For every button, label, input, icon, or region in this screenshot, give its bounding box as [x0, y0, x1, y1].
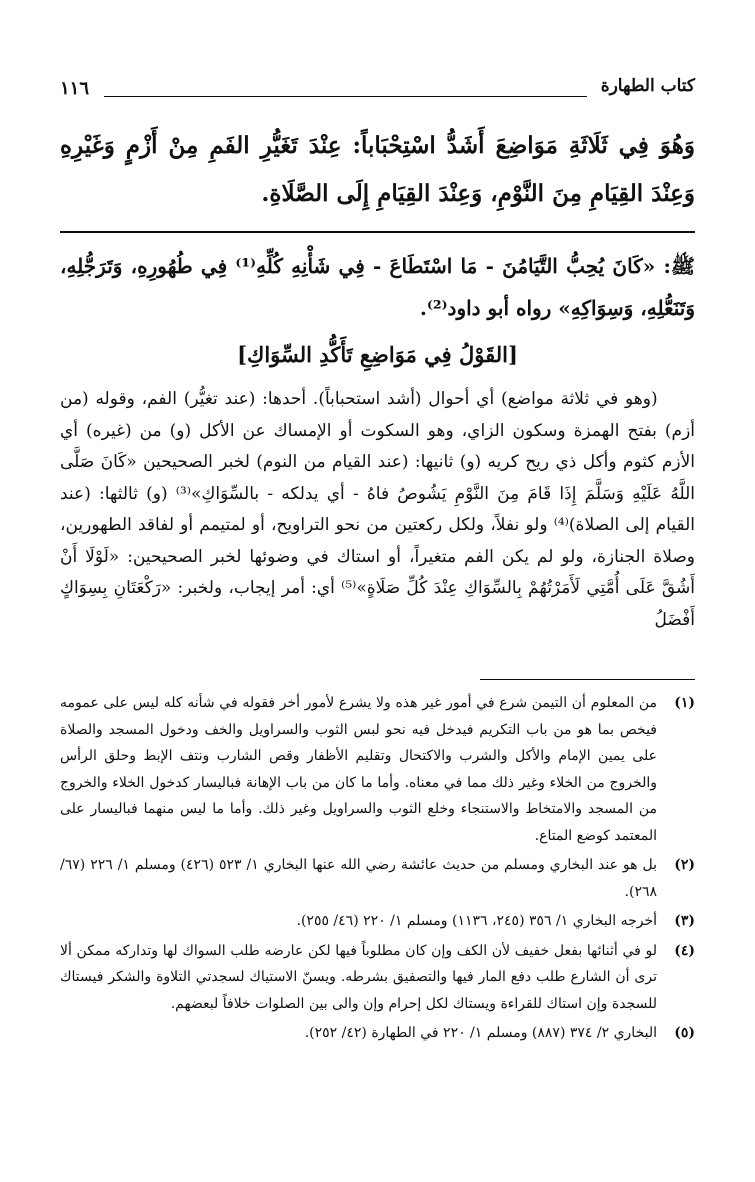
matn-divider — [60, 231, 695, 233]
footnote-text: البخاري ٢/ ٣٧٤ (٨٨٧) ومسلم ١/ ٢٢٠ في الطهارة (٤٢/ ٢٥٢). — [304, 1025, 657, 1041]
footnote-5 — [60, 1020, 695, 1047]
footnote-4 — [60, 938, 695, 1018]
header-rule — [104, 96, 587, 97]
footnote-1 — [60, 690, 695, 849]
page-number: ١١٦ — [60, 78, 90, 99]
footnote-number: (٣) — [674, 913, 695, 929]
footnote-text: أخرجه البخاري ١/ ٣٥٦ (٢٤٥، ١١٣٦) ومسلم ١/ ٢٢٠ (٤٦/ ٢٥٥). — [296, 913, 657, 929]
commentary — [60, 384, 695, 636]
footnote-3 — [60, 908, 695, 935]
section-heading: [القَوْلُ فِي مَوَاضِعِ تَأَكُّدِ السِّوَاكِ] — [237, 342, 518, 367]
footnote-number: (٢) — [674, 857, 695, 873]
hadith-text: ﷺ: «كَانَ يُحِبُّ التَّيَامُنَ - مَا اسْتَطَاعَ - فِي شَأْنِهِ كُلِّهِ⁽¹⁾ فِي طُهُورِهِ، وَتَرَجُّلِهِ، وَتَنَعُّلِهِ، وَسِوَاكِهِ» رواه أبو داود⁽²⁾. — [60, 254, 695, 320]
page-header — [60, 76, 695, 106]
footnote-text: لو في أثنائها بفعل خفيف لأن الكف وإن كان مطلوباً فيها لكن عارضه طلب السواك لها وتداركه ممكن ألا ترى أن الشارع طلب دفع المار فيها والتصفيق بشرطه. ويسنّ الاستياك لسجدتي التلاوة والشكر فيستاك للسجدة وإن استاك للقراءة ويستاك لكل إحرام وإن والى بين الصلوات خلافاً لبعضهم. — [60, 942, 657, 1012]
book-title: كتاب الطهارة — [600, 76, 695, 96]
footnote-separator — [480, 679, 695, 680]
matn-text: وَهُوَ فِي ثَلَاثَةِ مَوَاضِعَ أَشَدُّ اسْتِحْبَاباً: عِنْدَ تَغَيُّرِ الفَمِ مِنْ أَزْمٍ وَغَيْرِهِ وَعِنْدَ القِيَامِ مِنَ النَّوْمِ، وَعِنْدَ القِيَامِ إِلَى الصَّلَاةِ. — [60, 132, 695, 207]
footnote-number: (٥) — [674, 1025, 695, 1041]
footnote-text: بل هو عند البخاري ومسلم من حديث عائشة رضي الله عنها البخاري ١/ ٥٢٣ (٤٢٦) ومسلم ١/ ٢٢٦ (٦٧/ ٢٦٨). — [60, 857, 657, 900]
commentary-paragraph: (وهو في ثلاثة مواضع) أي أحوال (أشد استحباباً). أحدها: (عند تغيُّر) الفم، وقوله (من أزم) بفتح الهمزة وسكون الزاي، وهو السكوت أو الإمساك عن الأكل (و) من (غيره) أي الأزم كثوم وأكل ذي ريح كريه (و) ثانيها: (عند القيام من النوم) لخبر الصحيحين «كَانَ صَلَّى اللَّهُ عَلَيْهِ وَسَلَّمَ إِذَا قَامَ مِنَ النَّوْمِ يَشُوصُ فاهُ - أي يدلكه - بالسِّوَاكِ»⁽³⁾ (و) ثالثها: (عند القيام إلى الصلاة)⁽⁴⁾ ولو نفلاً، ولكل ركعتين من نحو التراويح، أو لمتيمم أو لفاقد الطهورين، وصلاة الجنازة، ولو لم يكن الفم متغيراً، أو استاك في وضوئها لخبر الصحيحين: «لَوْلَا أَنْ أَشُقَّ عَلَى أُمَّتِي لَأَمَرْتُهُمْ بِالسِّوَاكِ عِنْدَ كُلِّ صَلَاةٍ»⁽⁵⁾ أي: أمر إيجاب، ولخبر: «رَكْعَتَانِ بِسِوَاكٍ أَفْضَلُ — [60, 389, 695, 630]
footnote-number: (١) — [674, 695, 695, 711]
footnote-number: (٤) — [674, 942, 695, 959]
footnotes — [60, 690, 695, 1050]
footnote-text: من المعلوم أن التيمن شرع في أمور غير هذه ولا يشرع لأمور أخر فقوله في شأنه كله ليس على عمومه فيخص بما هو من باب التكريم فيدخل فيه نحو لبس الثوب والسراويل والخف ودخول المسجد والصلاة على يمين الإمام والأكل والشرب والاكتحال وتقليم الأظفار وقص الشارب ونتف الإبط وحلق الرأس والخروج من الخلاء وغير ذلك مما في معناه. وأما ما كان من باب الإهانة فباليسار كدخول الخلاء والخروج من المسجد والامتخاط والاستنجاء وخلع الثوب والسراويل وغير ذلك. وأما ما ليس منهما فباليسار على المعتمد كوضع المتاع. — [60, 695, 658, 844]
footnote-2 — [60, 852, 695, 905]
